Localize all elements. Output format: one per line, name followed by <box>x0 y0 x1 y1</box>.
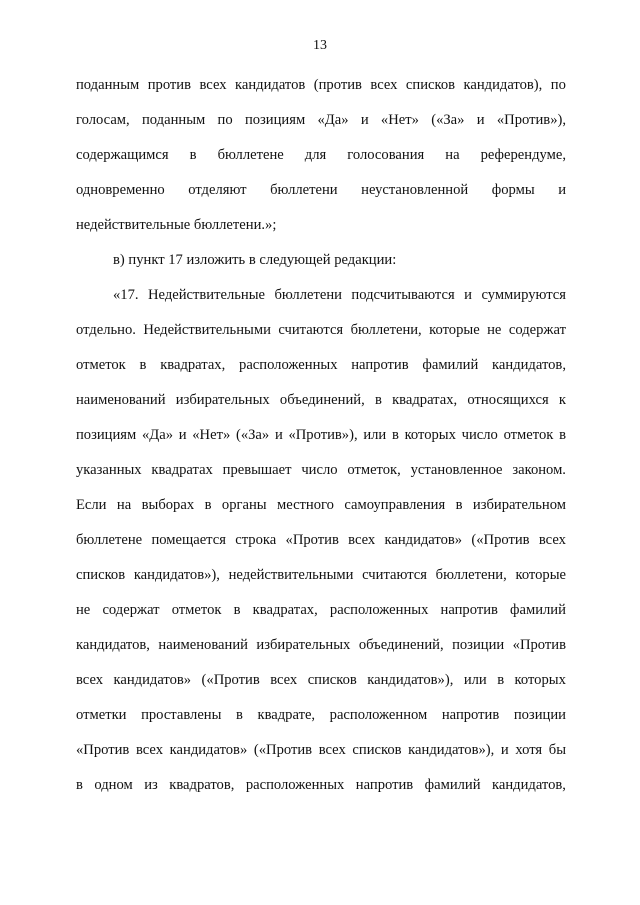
text-line <box>76 354 566 389</box>
word: отделяют <box>188 182 247 198</box>
word: расположенном <box>329 707 428 723</box>
word: кандидатов» <box>384 532 463 548</box>
word: Недействительные <box>148 287 265 303</box>
word: отметок, <box>347 462 401 478</box>
word: число <box>301 462 338 478</box>
word: считаются <box>278 322 344 338</box>
text-line <box>76 389 566 424</box>
word: не <box>76 602 91 618</box>
word: квадратов, <box>169 777 235 793</box>
word: на <box>116 497 132 513</box>
word: отметки <box>76 707 127 723</box>
word: превышает <box>222 462 292 478</box>
word: расположенных <box>239 357 338 373</box>
text-line <box>76 704 566 739</box>
word: содержащимся <box>76 147 169 163</box>
word: бюллетени, <box>435 567 507 583</box>
word: кандидатов»), <box>367 672 454 688</box>
word: («Против <box>201 672 260 688</box>
word: позициям <box>76 427 137 443</box>
word: избирательных <box>175 392 270 408</box>
word: фамилий <box>424 777 481 793</box>
word: «Против»), <box>496 112 566 128</box>
word: кандидатов»), <box>133 567 220 583</box>
word: объединений, <box>358 637 444 653</box>
word: по <box>217 112 233 128</box>
word: для <box>304 147 327 163</box>
word: расположенных <box>329 602 429 618</box>
word: кандидатов» <box>169 742 248 758</box>
word: установленное <box>410 462 503 478</box>
word: которые <box>515 567 566 583</box>
word: выборах <box>141 497 195 513</box>
word: относящихся <box>467 392 549 408</box>
word: расположенных <box>245 777 345 793</box>
word: и <box>360 112 369 128</box>
word: отметок <box>171 602 222 618</box>
word: наименований <box>158 637 248 653</box>
word: фамилий <box>510 602 566 618</box>
word: «Против <box>285 532 339 548</box>
word: в <box>559 427 566 443</box>
text-line <box>76 494 566 529</box>
word: «Нет» <box>192 427 231 443</box>
line-text: недействительные бюллетени.»; <box>76 217 277 233</box>
word: проставлены <box>141 707 222 723</box>
word: всех <box>538 532 566 548</box>
word: избирательном <box>472 497 566 513</box>
word: списков <box>405 77 456 93</box>
word: которых <box>514 672 566 688</box>
word: напротив <box>440 602 498 618</box>
word: «Да» <box>317 112 349 128</box>
word: «Против <box>512 637 566 653</box>
word: напротив <box>441 707 500 723</box>
word: напротив <box>355 777 414 793</box>
word: кандидатов, <box>76 637 150 653</box>
page-number: 13 <box>313 38 327 53</box>
word: и <box>476 112 485 128</box>
word: всех <box>199 77 227 93</box>
word: Если <box>76 497 107 513</box>
word: бюллетени, <box>350 322 422 338</box>
word: фамилий <box>422 357 479 373</box>
word: одновременно <box>76 182 165 198</box>
word: бюллетени <box>274 287 342 303</box>
word: списков <box>307 672 357 688</box>
word: содержат <box>508 322 566 338</box>
word: помещается <box>151 532 226 548</box>
word: и <box>274 427 283 443</box>
text-line <box>76 739 566 774</box>
word: отметок <box>503 427 554 443</box>
text-line <box>76 284 566 319</box>
word: против <box>147 77 192 93</box>
word: кандидатов»), <box>408 742 495 758</box>
word: бюллетене <box>217 147 284 163</box>
word: кандидатов, <box>492 357 566 373</box>
word: («Против <box>471 532 530 548</box>
word: хотя <box>515 742 543 758</box>
word: всех <box>370 77 398 93</box>
word: всех <box>270 672 298 688</box>
line-text: в) пункт 17 изложить в следующей редакции: <box>113 252 397 268</box>
word: или <box>363 427 387 443</box>
word: одном <box>94 777 133 793</box>
word: референдуме, <box>480 147 566 163</box>
word: местного <box>277 497 334 513</box>
word: к <box>558 392 566 408</box>
word: поданным <box>76 77 140 93</box>
word: которые <box>429 322 480 338</box>
word: квадратах, <box>160 357 226 373</box>
word: избирательных <box>256 637 351 653</box>
word: в <box>455 497 463 513</box>
text-line <box>76 774 566 809</box>
word: списков <box>76 567 126 583</box>
word: позициям <box>244 112 306 128</box>
word: не <box>487 322 502 338</box>
word: кандидатов <box>235 77 306 93</box>
word: и <box>464 287 472 303</box>
word: в <box>204 497 212 513</box>
word: в <box>76 777 83 793</box>
word: квадратах, <box>252 602 318 618</box>
word: всех <box>348 532 376 548</box>
word: считаются <box>362 567 427 583</box>
text-line <box>76 109 566 144</box>
word: Недействительными <box>143 322 271 338</box>
word: число <box>461 427 498 443</box>
text-line <box>76 529 566 564</box>
text-line <box>76 634 566 669</box>
word: «Против <box>76 742 130 758</box>
text-line <box>76 249 566 284</box>
word: «Нет» <box>380 112 419 128</box>
word: «Против»), <box>288 427 358 443</box>
text-line <box>76 179 566 214</box>
word: суммируются <box>481 287 566 303</box>
word: объединений, <box>279 392 365 408</box>
word: наименований <box>76 392 166 408</box>
word: и <box>558 182 566 198</box>
text-line <box>76 599 566 634</box>
word: содержат <box>102 602 160 618</box>
document-body <box>76 74 566 809</box>
word: строка <box>235 532 277 548</box>
word: из <box>144 777 158 793</box>
word: которых <box>404 427 456 443</box>
word: «Да» <box>141 427 173 443</box>
word: («Против <box>253 742 313 758</box>
text-line <box>76 564 566 599</box>
word: бы <box>548 742 566 758</box>
word: в <box>189 147 197 163</box>
word: недействительными <box>228 567 354 583</box>
word: и <box>500 742 509 758</box>
word: кандидатов), <box>463 77 543 93</box>
word: законом. <box>512 462 566 478</box>
word: кандидатов, <box>492 777 566 793</box>
text-line <box>76 144 566 179</box>
text-line <box>76 424 566 459</box>
word: подсчитываются <box>351 287 455 303</box>
word: списков <box>352 742 402 758</box>
word: в <box>236 707 243 723</box>
word: («За» <box>431 112 465 128</box>
word: по <box>550 77 566 93</box>
word: в <box>233 602 241 618</box>
word: кандидатов» <box>113 672 192 688</box>
word: самоуправления <box>344 497 446 513</box>
word: квадратах, <box>392 392 458 408</box>
word: позиции <box>513 707 566 723</box>
word: квадратах <box>151 462 213 478</box>
text-line <box>76 74 566 109</box>
word: формы <box>491 182 535 198</box>
word: бюллетени <box>270 182 338 198</box>
word: поданным <box>141 112 206 128</box>
word: голосам, <box>76 112 130 128</box>
word: («За» <box>235 427 270 443</box>
word: позиции <box>452 637 505 653</box>
word: голосования <box>347 147 425 163</box>
word: в <box>497 672 505 688</box>
word: всех <box>318 742 346 758</box>
word: и <box>178 427 187 443</box>
word: указанных <box>76 462 142 478</box>
text-line <box>76 214 566 249</box>
word: напротив <box>351 357 409 373</box>
text-line <box>76 319 566 354</box>
word: в <box>139 357 147 373</box>
word: в <box>374 392 382 408</box>
word: отдельно. <box>76 322 136 338</box>
word: на <box>445 147 460 163</box>
text-line <box>76 459 566 494</box>
word: «17. <box>113 287 139 303</box>
word: в <box>391 427 399 443</box>
word: отметок <box>76 357 126 373</box>
word: всех <box>76 672 104 688</box>
word: (против <box>313 77 362 93</box>
word: или <box>463 672 487 688</box>
word: бюллетене <box>76 532 143 548</box>
word: квадрате, <box>257 707 316 723</box>
word: неустановленной <box>361 182 469 198</box>
word: всех <box>135 742 164 758</box>
text-line <box>76 669 566 704</box>
word: органы <box>221 497 267 513</box>
